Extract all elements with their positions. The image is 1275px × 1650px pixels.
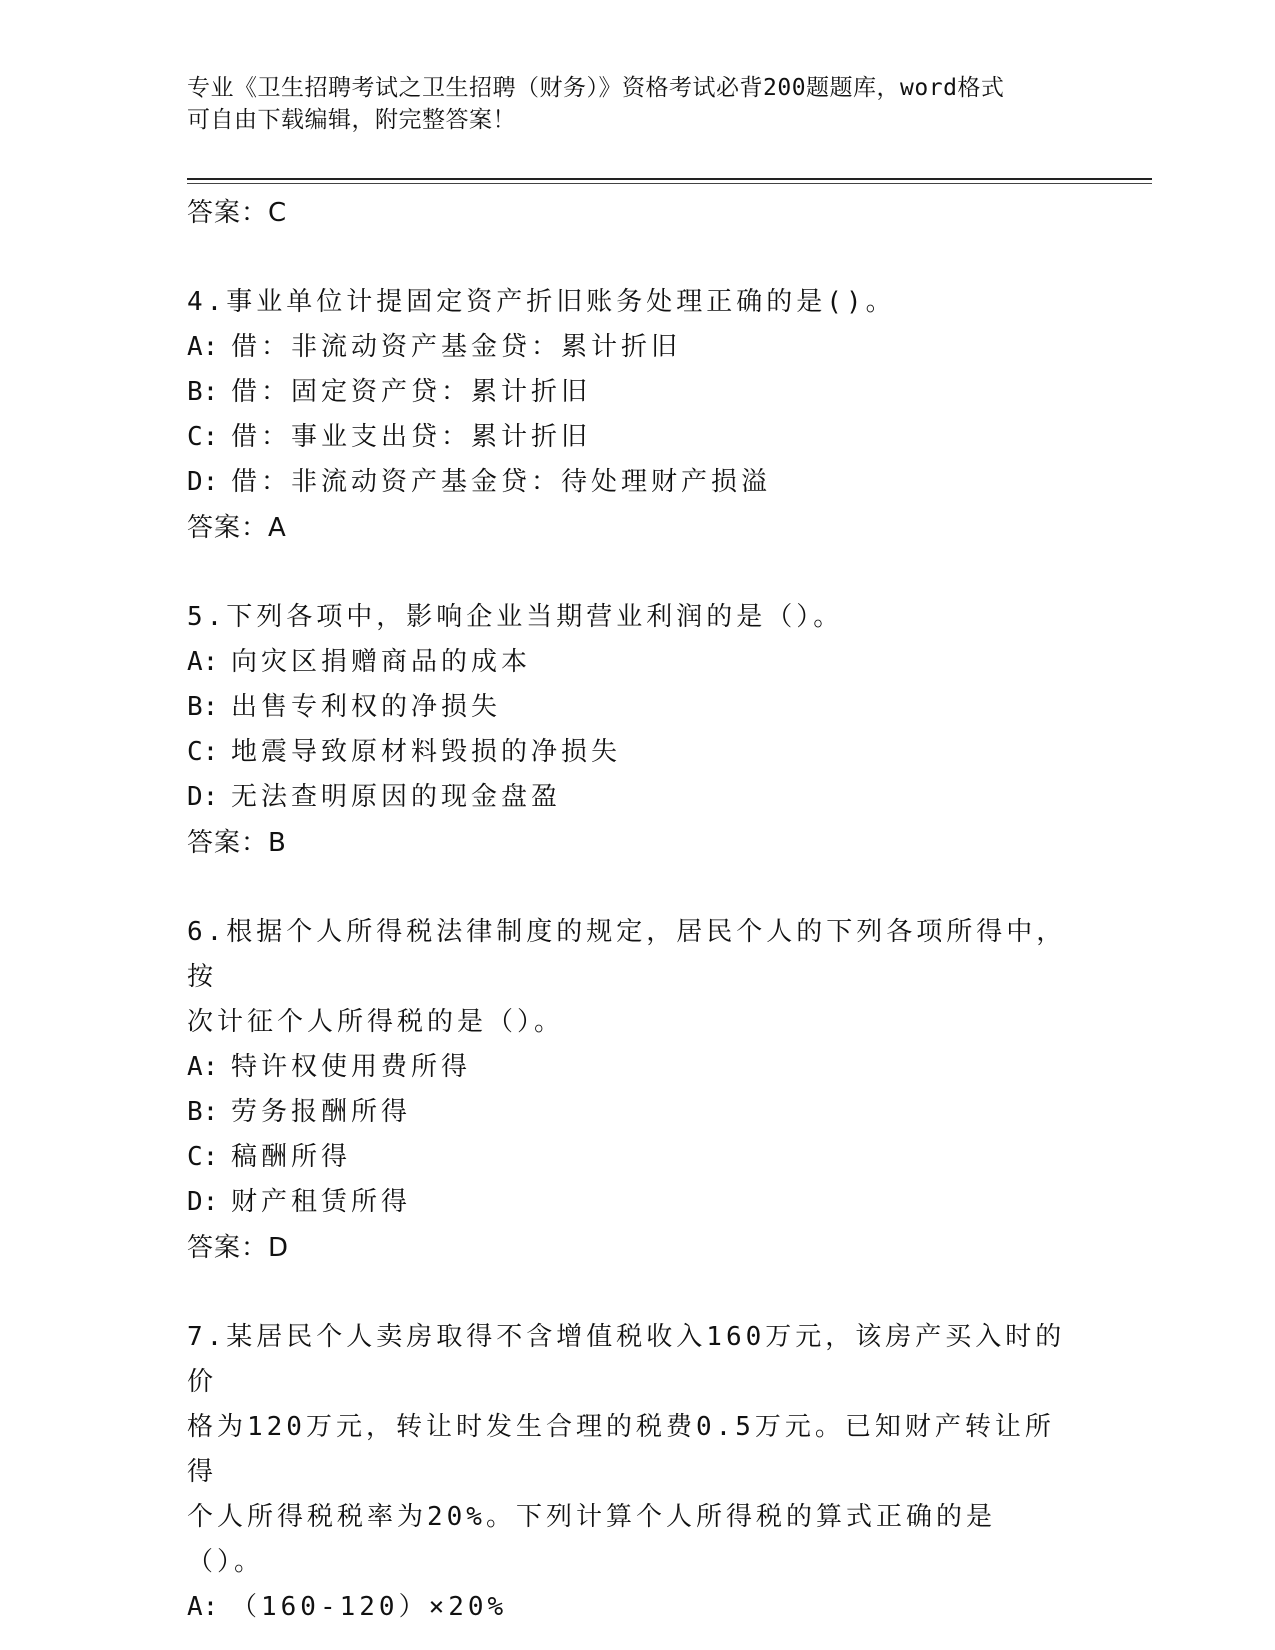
option-letter: B:: [187, 692, 219, 722]
option-letter: C:: [187, 422, 219, 452]
question-text: 次计征个人所得税的是（）。: [187, 1007, 565, 1037]
option-text: 劳务报酬所得: [231, 1097, 412, 1127]
option-letter: A:: [187, 647, 219, 677]
option-letter: A:: [187, 332, 219, 362]
header-divider-thin: [187, 183, 1152, 184]
option-letter: B:: [187, 377, 219, 407]
question-block: [187, 280, 1067, 551]
option-item: [187, 460, 1067, 505]
answer-value: A: [268, 513, 287, 543]
option-letter: D:: [187, 782, 219, 812]
question-spacer: [187, 236, 1067, 280]
option-item: [187, 1180, 1067, 1225]
option-letter: A:: [187, 1052, 219, 1082]
answer-label: 答案：: [187, 1233, 269, 1263]
option-letter: A:: [187, 1592, 219, 1622]
question-list: [187, 190, 1067, 1630]
answer-line: [187, 820, 1067, 866]
document-header: [187, 72, 1067, 136]
option-text: 出售专利权的净损失: [231, 692, 502, 722]
option-text: 借：非流动资产基金贷：待处理财产损溢: [231, 467, 772, 497]
answer-label: 答案：: [187, 828, 269, 858]
option-text: 特许权使用费所得: [231, 1052, 472, 1082]
option-letter: B:: [187, 1097, 219, 1127]
question-block: [187, 595, 1067, 866]
option-item: [187, 1135, 1067, 1180]
answer-line: [187, 1225, 1067, 1271]
option-item: [187, 1090, 1067, 1135]
question-text: 个人所得税税率为20%。下列计算个人所得税的算式正确的是（）。: [187, 1502, 996, 1577]
header-line-1: 专业《卫生招聘考试之卫生招聘（财务）》资格考试必背200题题库，word格式: [187, 75, 1005, 101]
answer-value: D: [268, 1233, 290, 1263]
option-item: [187, 1585, 1067, 1630]
option-text: 财产租赁所得: [231, 1187, 412, 1217]
question-spacer: [187, 866, 1067, 910]
header-line-2: 可自由下载编辑，附完整答案！: [187, 107, 516, 133]
header-divider-thick: [187, 178, 1152, 180]
option-item: [187, 1045, 1067, 1090]
option-item: [187, 730, 1067, 775]
option-text: 借：固定资产贷：累计折旧: [231, 377, 592, 407]
option-text: 借：非流动资产基金贷：累计折旧: [231, 332, 682, 362]
question-block: [187, 910, 1067, 1271]
question-spacer: [187, 551, 1067, 595]
option-text: 地震导致原材料毁损的净损失: [231, 737, 622, 767]
option-letter: D:: [187, 467, 219, 497]
question-block: [187, 1315, 1067, 1630]
option-item: [187, 415, 1067, 460]
answer-label: 答案：: [187, 513, 269, 543]
option-item: [187, 370, 1067, 415]
answer-line: [187, 505, 1067, 551]
question-text: 4.事业单位计提固定资产折旧账务处理正确的是()。: [187, 287, 896, 317]
question-spacer: [187, 1271, 1067, 1315]
answer-value: B: [268, 828, 287, 858]
option-text: 稿酬所得: [231, 1142, 352, 1172]
option-text: 无法查明原因的现金盘盈: [231, 782, 562, 812]
question-text: 7.某居民个人卖房取得不含增值税收入160万元，该房产买入时的价: [187, 1322, 1066, 1397]
option-item: [187, 775, 1067, 820]
question-text: 5.下列各项中，影响企业当期营业利润的是（）。: [187, 602, 844, 632]
option-item: [187, 325, 1067, 370]
question-text: 格为120万元，转让时发生合理的税费0.5万元。已知财产转让所得: [187, 1412, 1055, 1487]
option-item: [187, 685, 1067, 730]
questions-container: [187, 236, 1067, 1630]
option-text: 向灾区捐赠商品的成本: [231, 647, 532, 677]
answer-line: [187, 190, 1067, 236]
answer-label: 答案：: [187, 198, 269, 228]
option-text: （160-120）×20%: [231, 1592, 508, 1622]
option-text: 借：事业支出贷：累计折旧: [231, 422, 592, 452]
answer-value: C: [268, 198, 288, 228]
option-letter: C:: [187, 1142, 219, 1172]
option-item: [187, 640, 1067, 685]
question-text: 6.根据个人所得税法律制度的规定，居民个人的下列各项所得中，按: [187, 917, 1067, 992]
option-letter: C:: [187, 737, 219, 767]
option-letter: D:: [187, 1187, 219, 1217]
